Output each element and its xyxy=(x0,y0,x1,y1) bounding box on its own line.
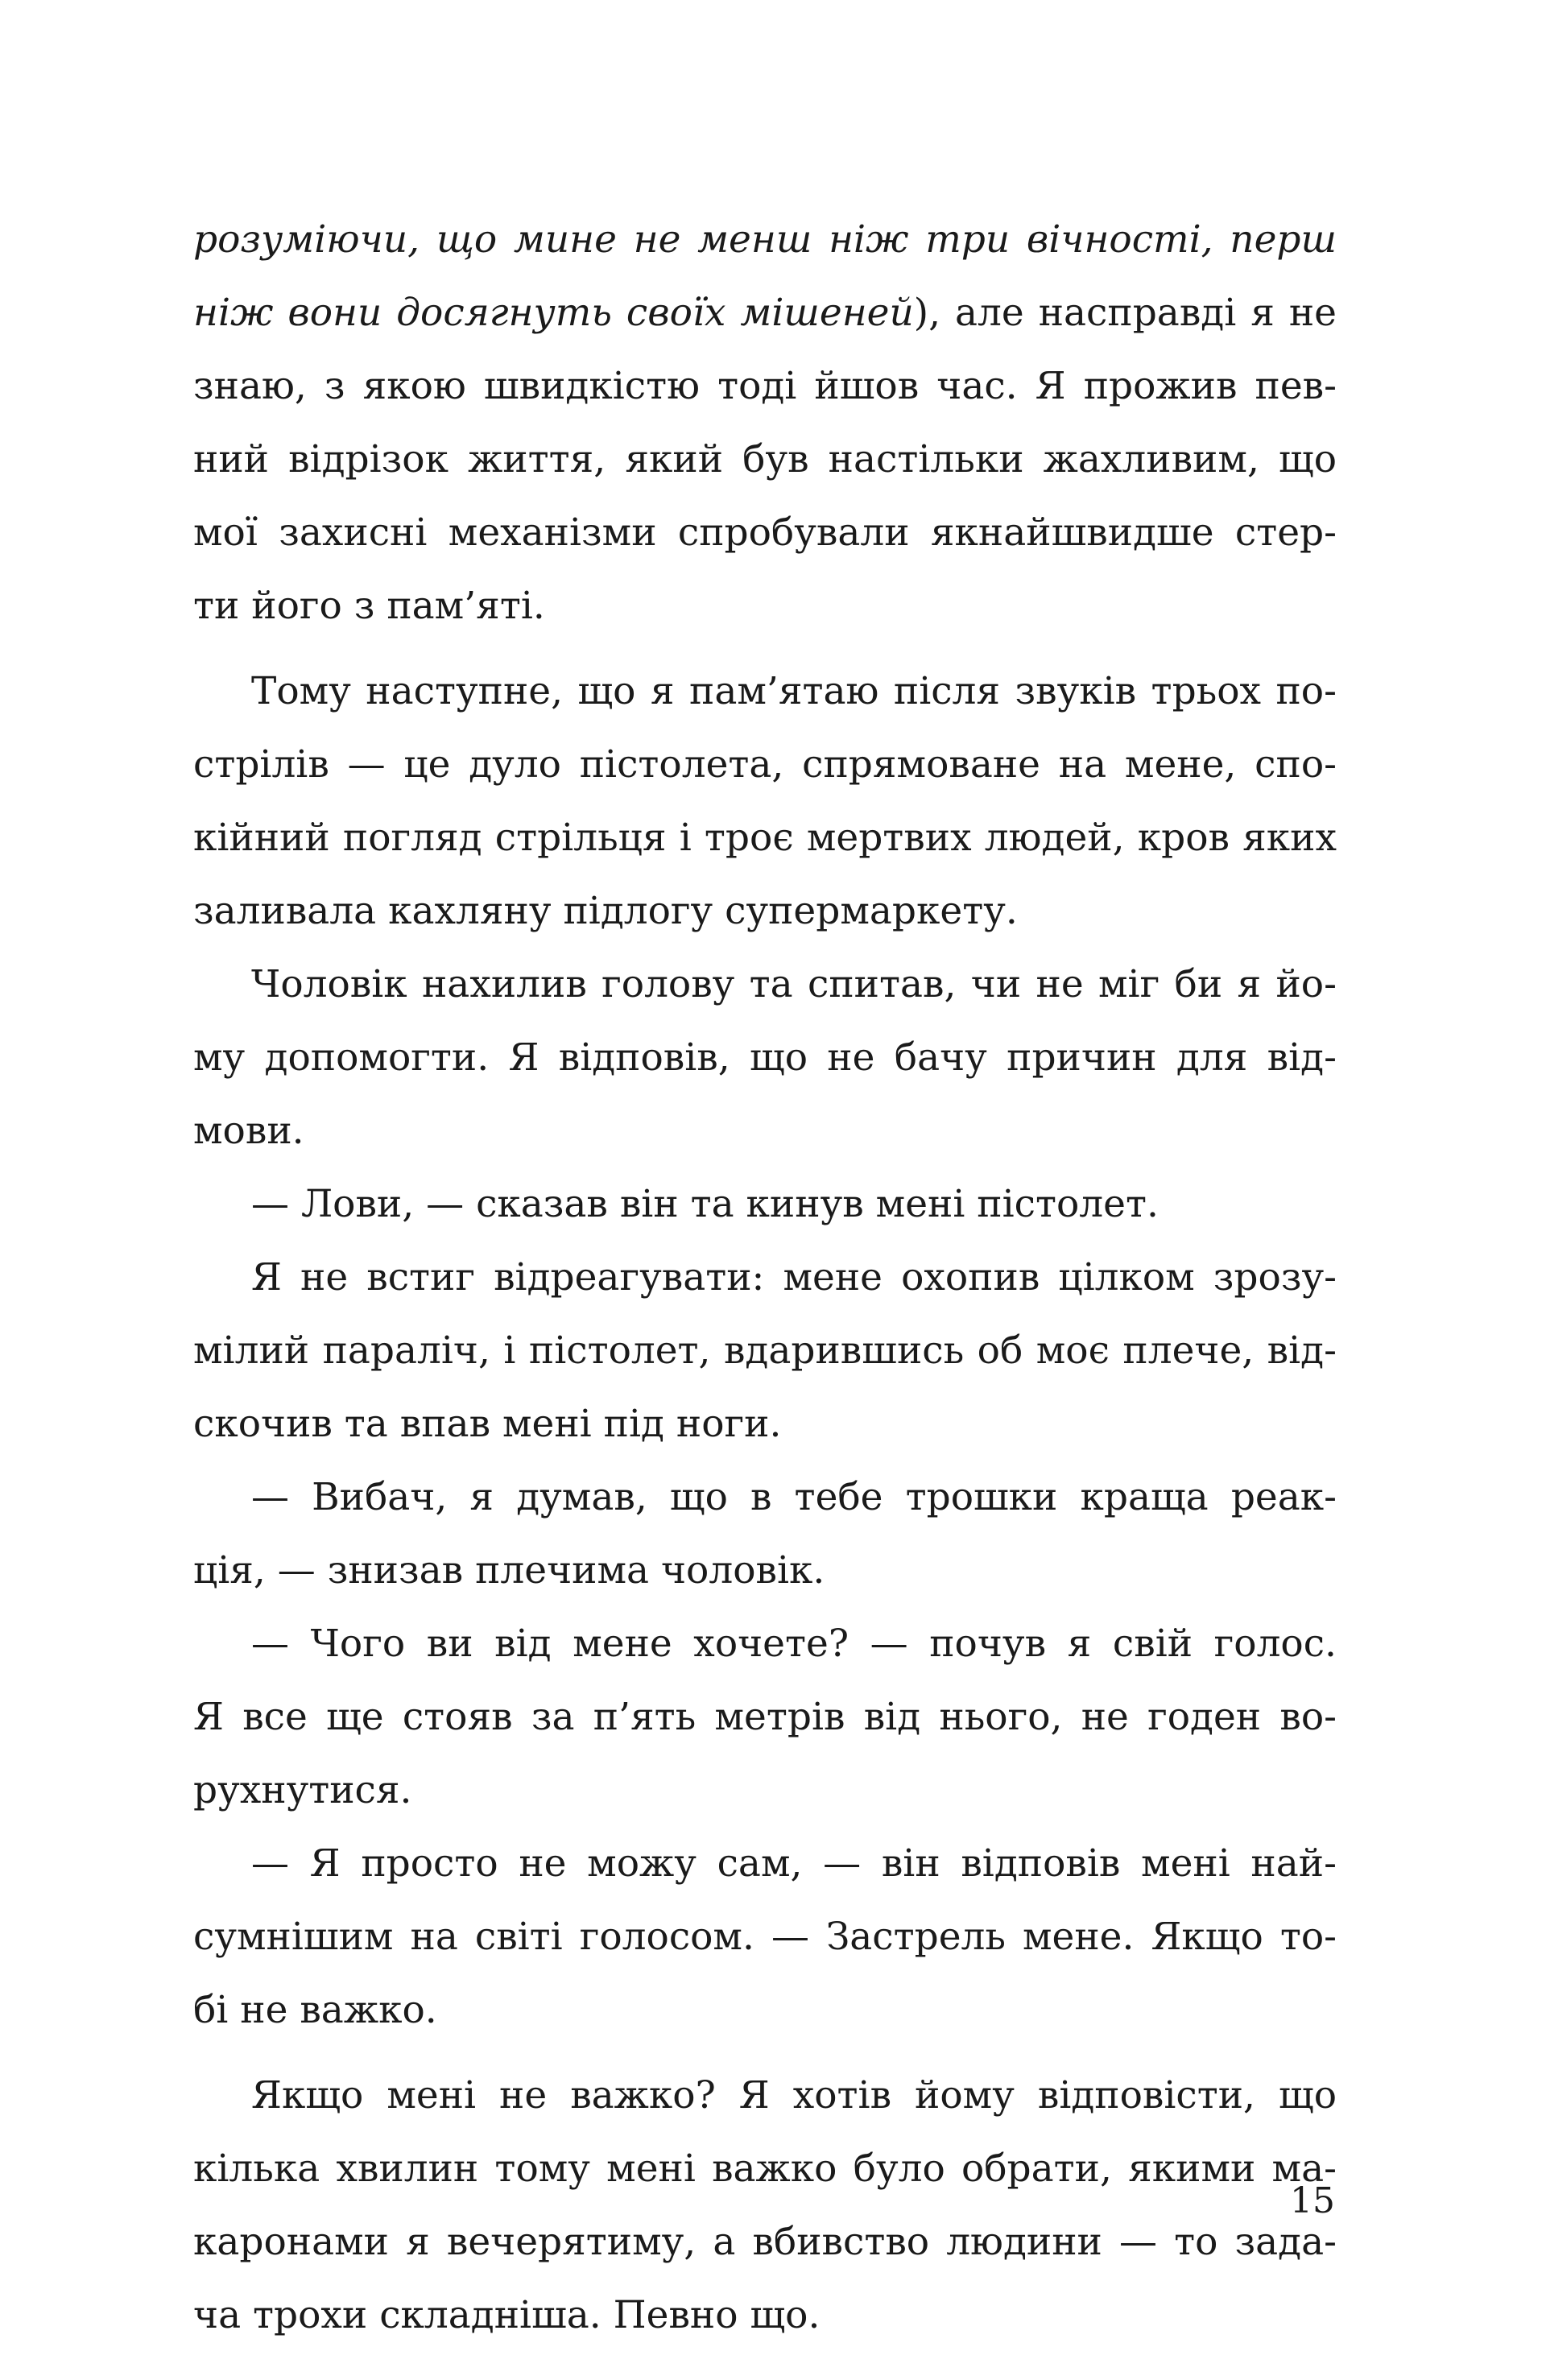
paragraph-8 xyxy=(193,1827,1337,2047)
text-line: ти його з пам’яті. xyxy=(193,584,545,628)
text-line: мови. xyxy=(193,1109,304,1153)
text-line: — Чого ви від мене хочете? — почув я свій голос. xyxy=(251,1622,1337,1666)
text-line: сумнішим на світі голосом. — Застрель мене. Якщо то- xyxy=(193,1915,1337,1959)
text-line: Чоловік нахилив голову та спитав, чи не міг би я йо- xyxy=(251,962,1337,1006)
text-line: рухнутися. xyxy=(193,1768,412,1812)
text-line: ча трохи складніша. Певно що. xyxy=(193,2293,821,2337)
text-line: кійний погляд стрільця і троє мертвих людей, кров яких xyxy=(193,816,1337,860)
paragraph-5 xyxy=(193,1241,1337,1461)
body-text xyxy=(193,203,1337,2352)
text-line: Я не встиг відреагувати: мене охопив цілком зрозу- xyxy=(251,1255,1337,1299)
paragraph-4 xyxy=(193,1167,1337,1241)
text-line: кілька хвилин тому мені важко було обрати, якими ма- xyxy=(193,2147,1337,2191)
text-line: мої захисні механізми спробували якнайшвидше стер- xyxy=(193,510,1337,555)
text-line: знаю, з якою швидкістю тоді йшов час. Я прожив пев- xyxy=(193,364,1337,408)
text-line: скочив та впав мені під ноги. xyxy=(193,1402,782,1446)
paragraph-6 xyxy=(193,1461,1337,1607)
text-line: Я все ще стояв за п’ять метрів від нього, не годен во- xyxy=(193,1695,1337,1739)
text-line: — Я просто не можу сам, — він відповів мені най- xyxy=(251,1841,1337,1886)
text-line: заливала кахляну підлогу супермаркету. xyxy=(193,889,1018,933)
text-line: ція, — знизав плечима чоловік. xyxy=(193,1548,825,1593)
text-line: — Лови, — сказав він та кинув мені пістолет. xyxy=(251,1182,1159,1226)
paragraph-7 xyxy=(193,1607,1337,1827)
text-line: Тому наступне, що я пам’ятаю після звуків трьох по- xyxy=(251,669,1337,713)
text-line: ніж вони досягнуть своїх мішеней), але насправді я не xyxy=(193,291,1337,335)
text-line: Якщо мені не важко? Я хотів йому відповісти, що xyxy=(251,2073,1337,2118)
text-line: каронами я вечерятиму, а вбивство людини — то зада- xyxy=(193,2220,1337,2264)
text-line: стрілів — це дуло пістолета, спрямоване на мене, спо- xyxy=(193,742,1337,787)
text-line: мілий параліч, і пістолет, вдарившись об моє плече, від- xyxy=(193,1328,1337,1373)
text-line: розуміючи, що мине не менш ніж три вічності, перш xyxy=(193,217,1337,262)
text-line: — Вибач, я думав, що в тебе трошки краща реак- xyxy=(251,1475,1337,1519)
text-line: ний відрізок життя, який був настільки жахливим, що xyxy=(193,437,1337,481)
paragraph-1 xyxy=(193,203,1337,643)
text-line: бі не важко. xyxy=(193,1988,437,2032)
paragraph-2 xyxy=(193,655,1337,948)
text-line: му допомогти. Я відповів, що не бачу причин для від- xyxy=(193,1035,1337,1080)
paragraph-3 xyxy=(193,948,1337,1167)
paragraph-9 xyxy=(193,2059,1337,2352)
page-number: 15 xyxy=(1290,2180,1335,2221)
